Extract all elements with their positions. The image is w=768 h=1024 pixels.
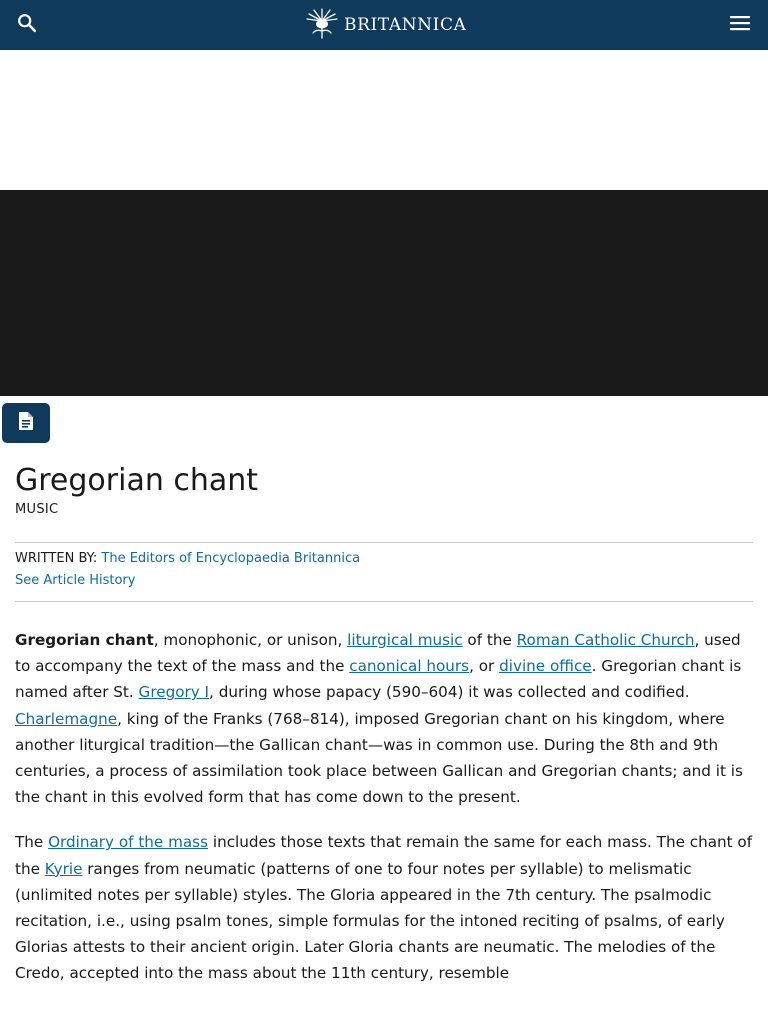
britannica-logo[interactable] bbox=[304, 8, 466, 42]
brand-name: BRITANNICA bbox=[344, 15, 467, 35]
article-link[interactable]: Charlemagne bbox=[15, 709, 118, 728]
paragraph-text: , during whose papacy (590–604) it was collected and codified. bbox=[209, 683, 690, 702]
article-link[interactable]: Ordinary of the mass bbox=[48, 833, 209, 852]
article-paragraph bbox=[15, 829, 755, 986]
ad-space bbox=[0, 50, 768, 190]
divider bbox=[15, 542, 753, 543]
paragraph-text: , monophonic, or unison, bbox=[153, 631, 348, 649]
article-link[interactable]: liturgical music bbox=[347, 631, 463, 649]
thistle-logo-icon bbox=[304, 7, 340, 43]
table-of-contents-button[interactable] bbox=[2, 403, 50, 443]
article-link[interactable]: divine office bbox=[499, 657, 592, 676]
paragraph-text: , or bbox=[469, 657, 500, 676]
paragraph-text: The bbox=[15, 833, 49, 852]
media-placeholder bbox=[0, 190, 768, 396]
article-paragraph bbox=[15, 627, 755, 810]
article-body bbox=[15, 627, 755, 1006]
paragraph-text: of the bbox=[462, 631, 517, 649]
hamburger-menu-icon bbox=[730, 15, 750, 35]
paragraph-text: includes those texts that remain the same for each mass. The chant of the bbox=[15, 833, 753, 878]
divider bbox=[15, 601, 753, 602]
article-term: Gregorian chant bbox=[15, 631, 154, 649]
search-button[interactable] bbox=[14, 12, 40, 38]
top-navigation-bar bbox=[0, 0, 768, 50]
author-link[interactable]: The Editors of Encyclopaedia Britannica bbox=[101, 551, 361, 566]
search-icon bbox=[16, 12, 38, 38]
article-history-link[interactable]: See Article History bbox=[15, 573, 136, 588]
article-link[interactable]: canonical hours bbox=[349, 657, 470, 676]
paragraph-text: , used to accompany the text of the mass and the bbox=[15, 631, 741, 676]
article-title: Gregorian chant bbox=[15, 463, 259, 498]
paragraph-text: , king of the Franks (768–814), imposed Gregorian chant on his kingdom, where another liturgical tradition—the Gallican chant—was in common use. During the 8th and 9th centuries, a process of assimilation took place between Gallican and Gregorian chants; and it is the chant in this evolved form that has come down to the present. bbox=[15, 709, 743, 807]
article-category: MUSIC bbox=[15, 502, 59, 517]
article-link[interactable]: Roman Catholic Church bbox=[516, 631, 695, 649]
document-icon bbox=[17, 411, 35, 435]
written-by bbox=[15, 551, 360, 566]
paragraph-text: . Gregorian chant is named after St. bbox=[15, 657, 742, 702]
written-by-label: WRITTEN BY: bbox=[15, 551, 98, 566]
article-link[interactable]: Kyrie bbox=[44, 859, 83, 878]
article-link[interactable]: Gregory I bbox=[138, 683, 210, 702]
menu-button[interactable] bbox=[726, 12, 754, 38]
paragraph-text: ranges from neumatic (patterns of one to four notes per syllable) to melismatic (unlimited notes per syllable) styles. The Gloria appeared in the 7th century. The psalmodic recitation, i.e., using psalm tones, simple formulas for the intoned reciting of psalms, of early Glorias attests to their ancient origin. Later Gloria chants are neumatic. The melodies of the Credo, accepted into the mass about the 11th century, resemble bbox=[15, 859, 725, 983]
